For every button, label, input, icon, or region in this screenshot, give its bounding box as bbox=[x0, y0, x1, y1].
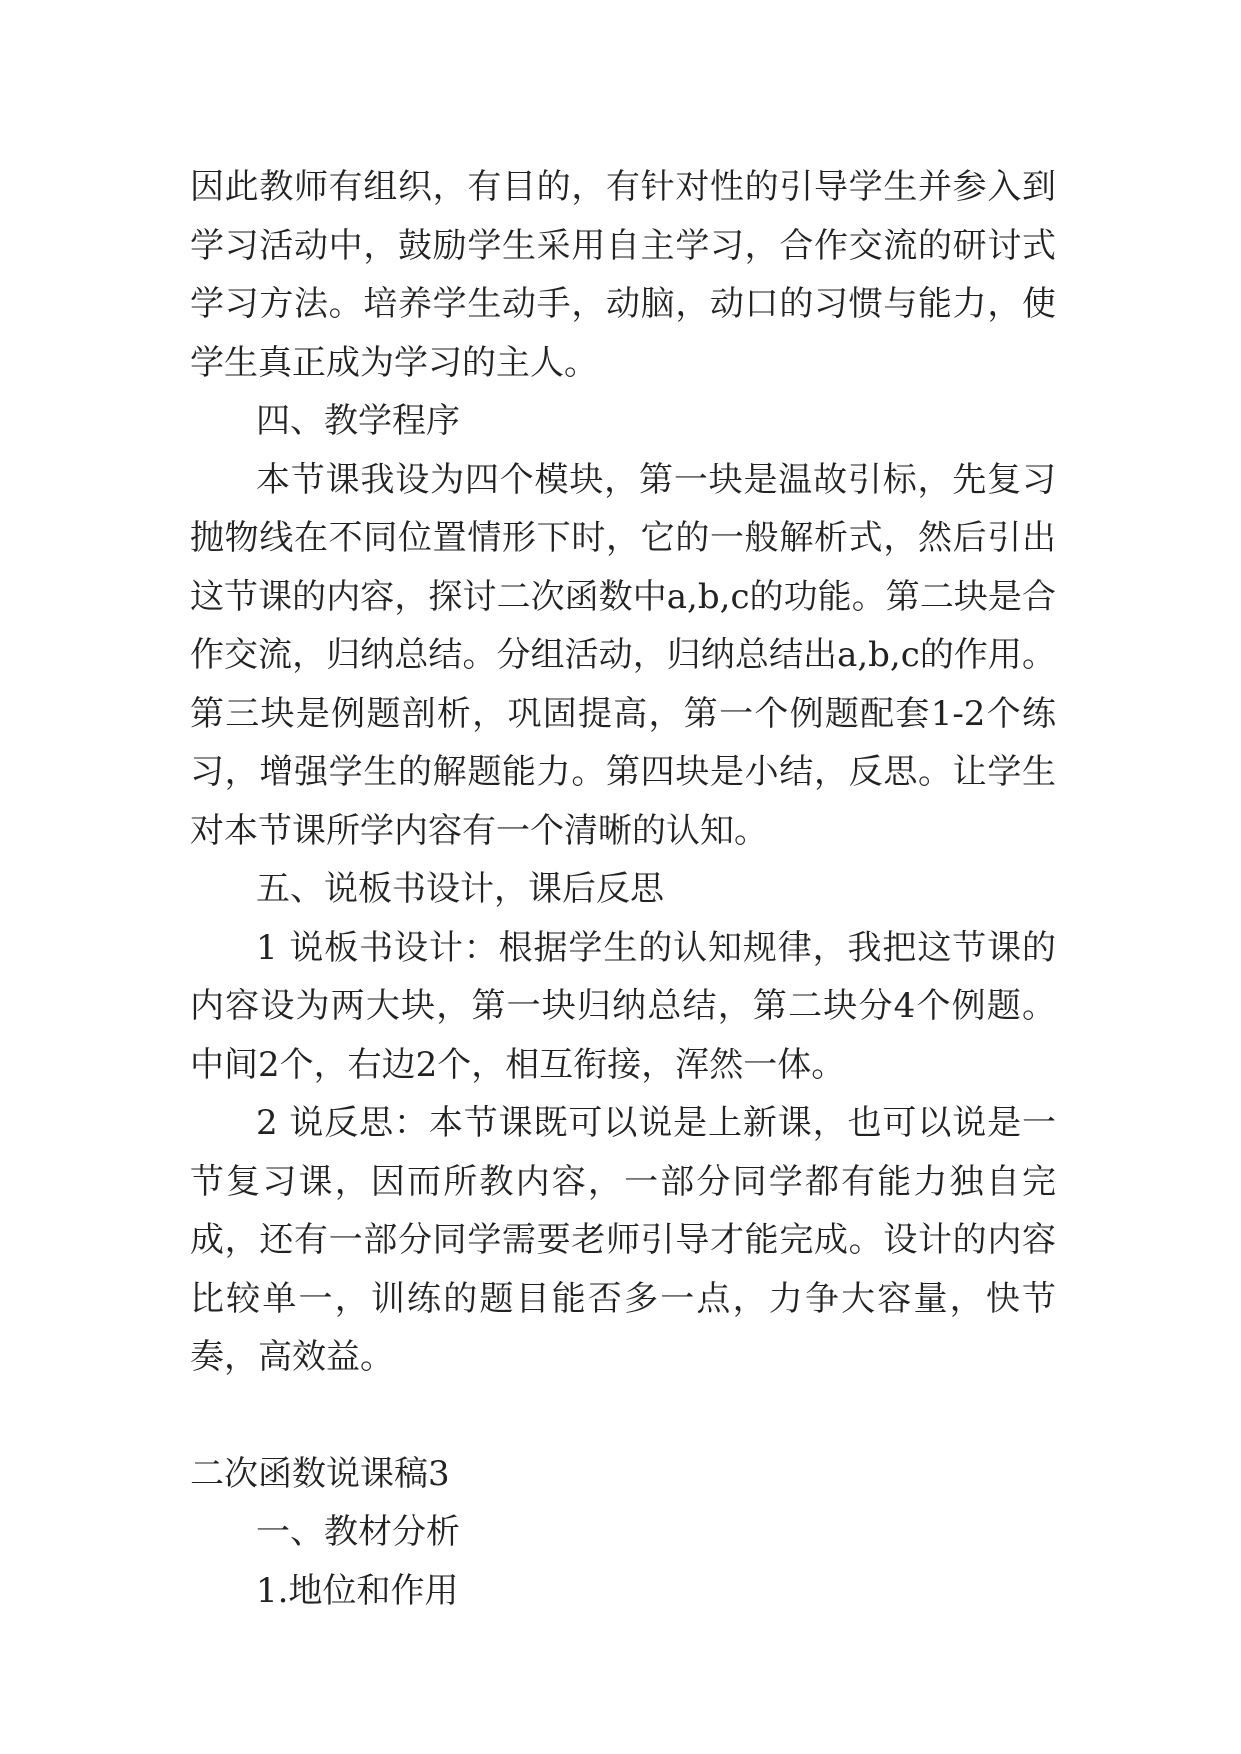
section-heading-board-design: 五、说板书设计，课后反思 bbox=[256, 869, 664, 909]
document-title-3: 二次函数说课稿3 bbox=[190, 1453, 450, 1494]
paragraph-board-design: 1 说板书设计：根据学生的认知规律，我把这节课的内容设为两大块，第一块归纳总结，第二块分4个例题。中间2个，右边2个，相互衔接，浑然一体。 bbox=[190, 927, 1056, 1085]
section-heading-textbook-analysis: 一、教材分析 bbox=[256, 1512, 460, 1552]
document-body bbox=[190, 158, 1056, 1620]
paragraph-continuation: 因此教师有组织，有目的，有针对性的引导学生并参入到学习活动中，鼓励学生采用自主学习，合作交流的研讨式学习方法。培养学生动手，动脑，动口的习惯与能力，使学生真正成为学习的主人。 bbox=[190, 167, 1056, 383]
paragraph-reflection: 2 说反思：本节课既可以说是上新课，也可以说是一节复习课，因而所教内容，一部分同学都有能力独自完成，还有一部分同学需要老师引导才能完成。设计的内容比较单一，训练的题目能否多一点，力争大容量，快节奏，高效益。 bbox=[190, 1103, 1056, 1377]
section-heading-teaching-procedure: 四、教学程序 bbox=[256, 401, 460, 441]
subsection-heading-role: 1.地位和作用 bbox=[256, 1570, 459, 1611]
blank-line bbox=[190, 1387, 1056, 1445]
paragraph-modules: 本节课我设为四个模块，第一块是温故引标，先复习抛物线在不同位置情形下时，它的一般解析式，然后引出这节课的内容，探讨二次函数中a,b,c的功能。第二块是合作交流，归纳总结。分组活动，归纳总结出a,b,c的作用。第三块是例题剖析，巩固提高，第一个例题配套1-2个练习，增强学生的解题能力。第四块是小结，反思。让学生对本节课所学内容有一个清晰的认知。 bbox=[190, 459, 1056, 851]
